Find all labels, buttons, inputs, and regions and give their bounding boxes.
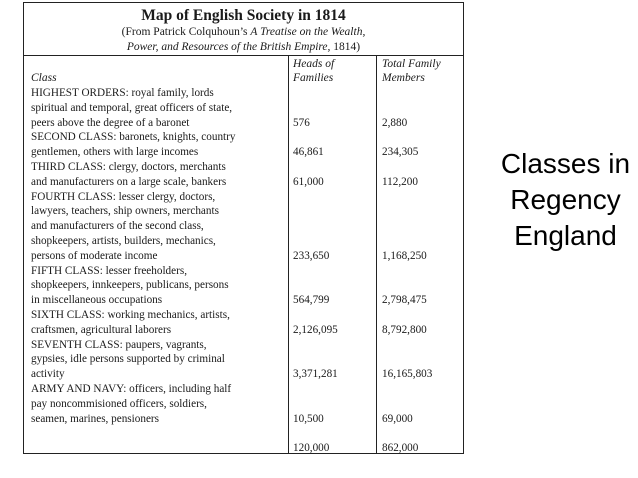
class-description-line: lawyers, teachers, ship owners, merchants <box>31 205 219 218</box>
class-description-line: gentlemen, others with large incomes <box>31 146 199 159</box>
column-header-heads-line1: Heads of <box>293 58 335 70</box>
column-header-total <box>382 57 441 85</box>
class-description <box>31 338 293 382</box>
total-family-members-value: 1,168,250 <box>382 249 427 262</box>
class-description-line: gypsies, idle persons supported by criminal <box>31 353 225 366</box>
total-family-members-value: 8,792,800 <box>382 323 427 336</box>
society-table <box>24 56 463 454</box>
heads-of-families-value: 120,000 <box>293 442 330 455</box>
source-book-title-part2: Power, and Resources of the British Empire, <box>126 40 331 53</box>
class-description-line: THIRD CLASS: clergy, doctors, merchants <box>31 161 226 173</box>
class-description-line: shopkeepers, innkeepers, publicans, persons <box>31 279 229 292</box>
class-description <box>31 382 293 426</box>
slide-title-line3: England <box>514 220 617 251</box>
heads-of-families-value: 2,126,095 <box>293 323 338 336</box>
class-description <box>31 160 293 190</box>
document-header <box>24 3 463 56</box>
total-family-members-value: 234,305 <box>382 146 419 159</box>
class-description-line: SEVENTH CLASS: paupers, vagrants, <box>31 338 207 351</box>
class-description-line: persons of moderate income <box>31 249 158 262</box>
total-family-members-value: 16,165,803 <box>382 368 433 381</box>
class-description-line: SECOND CLASS: baronets, knights, country <box>31 131 236 144</box>
column-divider-2 <box>376 56 377 454</box>
class-description <box>31 130 293 160</box>
class-description-line: pay noncommisioned officers, soldiers, <box>31 397 207 410</box>
heads-of-families-value: 233,650 <box>293 249 330 262</box>
source-prefix: (From Patrick Colquhoun’s <box>121 26 251 38</box>
source-book-title-part1: A Treatise on the Wealth, <box>250 26 366 38</box>
document-title: Map of English Society in 1814 <box>141 7 346 24</box>
total-family-members-value: 112,200 <box>382 175 418 188</box>
source-year: 1814) <box>330 40 361 53</box>
document-source <box>24 25 463 54</box>
class-description <box>31 308 293 338</box>
class-description-line: FIFTH CLASS: lesser freeholders, <box>31 264 187 277</box>
class-description <box>31 86 293 130</box>
class-description <box>31 190 293 264</box>
class-description-line: activity <box>31 368 65 381</box>
column-header-heads <box>293 57 334 85</box>
total-family-members-value: 69,000 <box>382 412 413 425</box>
class-description-line: in miscellaneous occupations <box>31 294 163 307</box>
heads-of-families-value: 3,371,281 <box>293 368 338 381</box>
column-header-total-line1: Total Family <box>382 58 441 70</box>
class-description-line: HIGHEST ORDERS: royal family, lords <box>31 87 214 99</box>
class-description-line: shopkeepers, artists, builders, mechanics, <box>31 234 216 247</box>
total-family-members-value: 2,798,475 <box>382 294 427 307</box>
heads-of-families-value: 564,799 <box>293 294 330 307</box>
total-family-members-value: 862,000 <box>382 442 419 455</box>
class-description <box>31 264 293 308</box>
class-description-line: peers above the degree of a baronet <box>31 116 190 129</box>
heads-of-families-value: 10,500 <box>293 412 324 425</box>
heads-of-families-value: 61,000 <box>293 175 324 188</box>
slide-title-line1: Classes in <box>500 148 631 179</box>
class-description-line: FOURTH CLASS: lesser clergy, doctors, <box>31 190 216 203</box>
society-map-document <box>23 2 464 454</box>
column-header-total-line2: Members <box>382 72 425 84</box>
column-header-class: Class <box>31 72 57 84</box>
heads-of-families-value: 46,861 <box>293 146 324 159</box>
class-description-line: seamen, marines, pensioners <box>31 412 159 425</box>
slide-title <box>478 146 638 254</box>
slide-title-line2: Regency <box>510 184 621 215</box>
class-description-line: and manufacturers on a large scale, bankers <box>31 175 227 188</box>
class-description-line: SIXTH CLASS: working mechanics, artists, <box>31 309 230 321</box>
column-header-heads-line2: Families <box>293 72 334 84</box>
class-description-line: ARMY AND NAVY: officers, including half <box>31 383 232 395</box>
class-description-line: and manufacturers of the second class, <box>31 220 204 233</box>
heads-of-families-value: 576 <box>293 116 310 129</box>
class-description-line: spiritual and temporal, great officers of state, <box>31 101 233 114</box>
class-description-line: craftsmen, agricultural laborers <box>31 323 172 336</box>
total-family-members-value: 2,880 <box>382 116 408 129</box>
